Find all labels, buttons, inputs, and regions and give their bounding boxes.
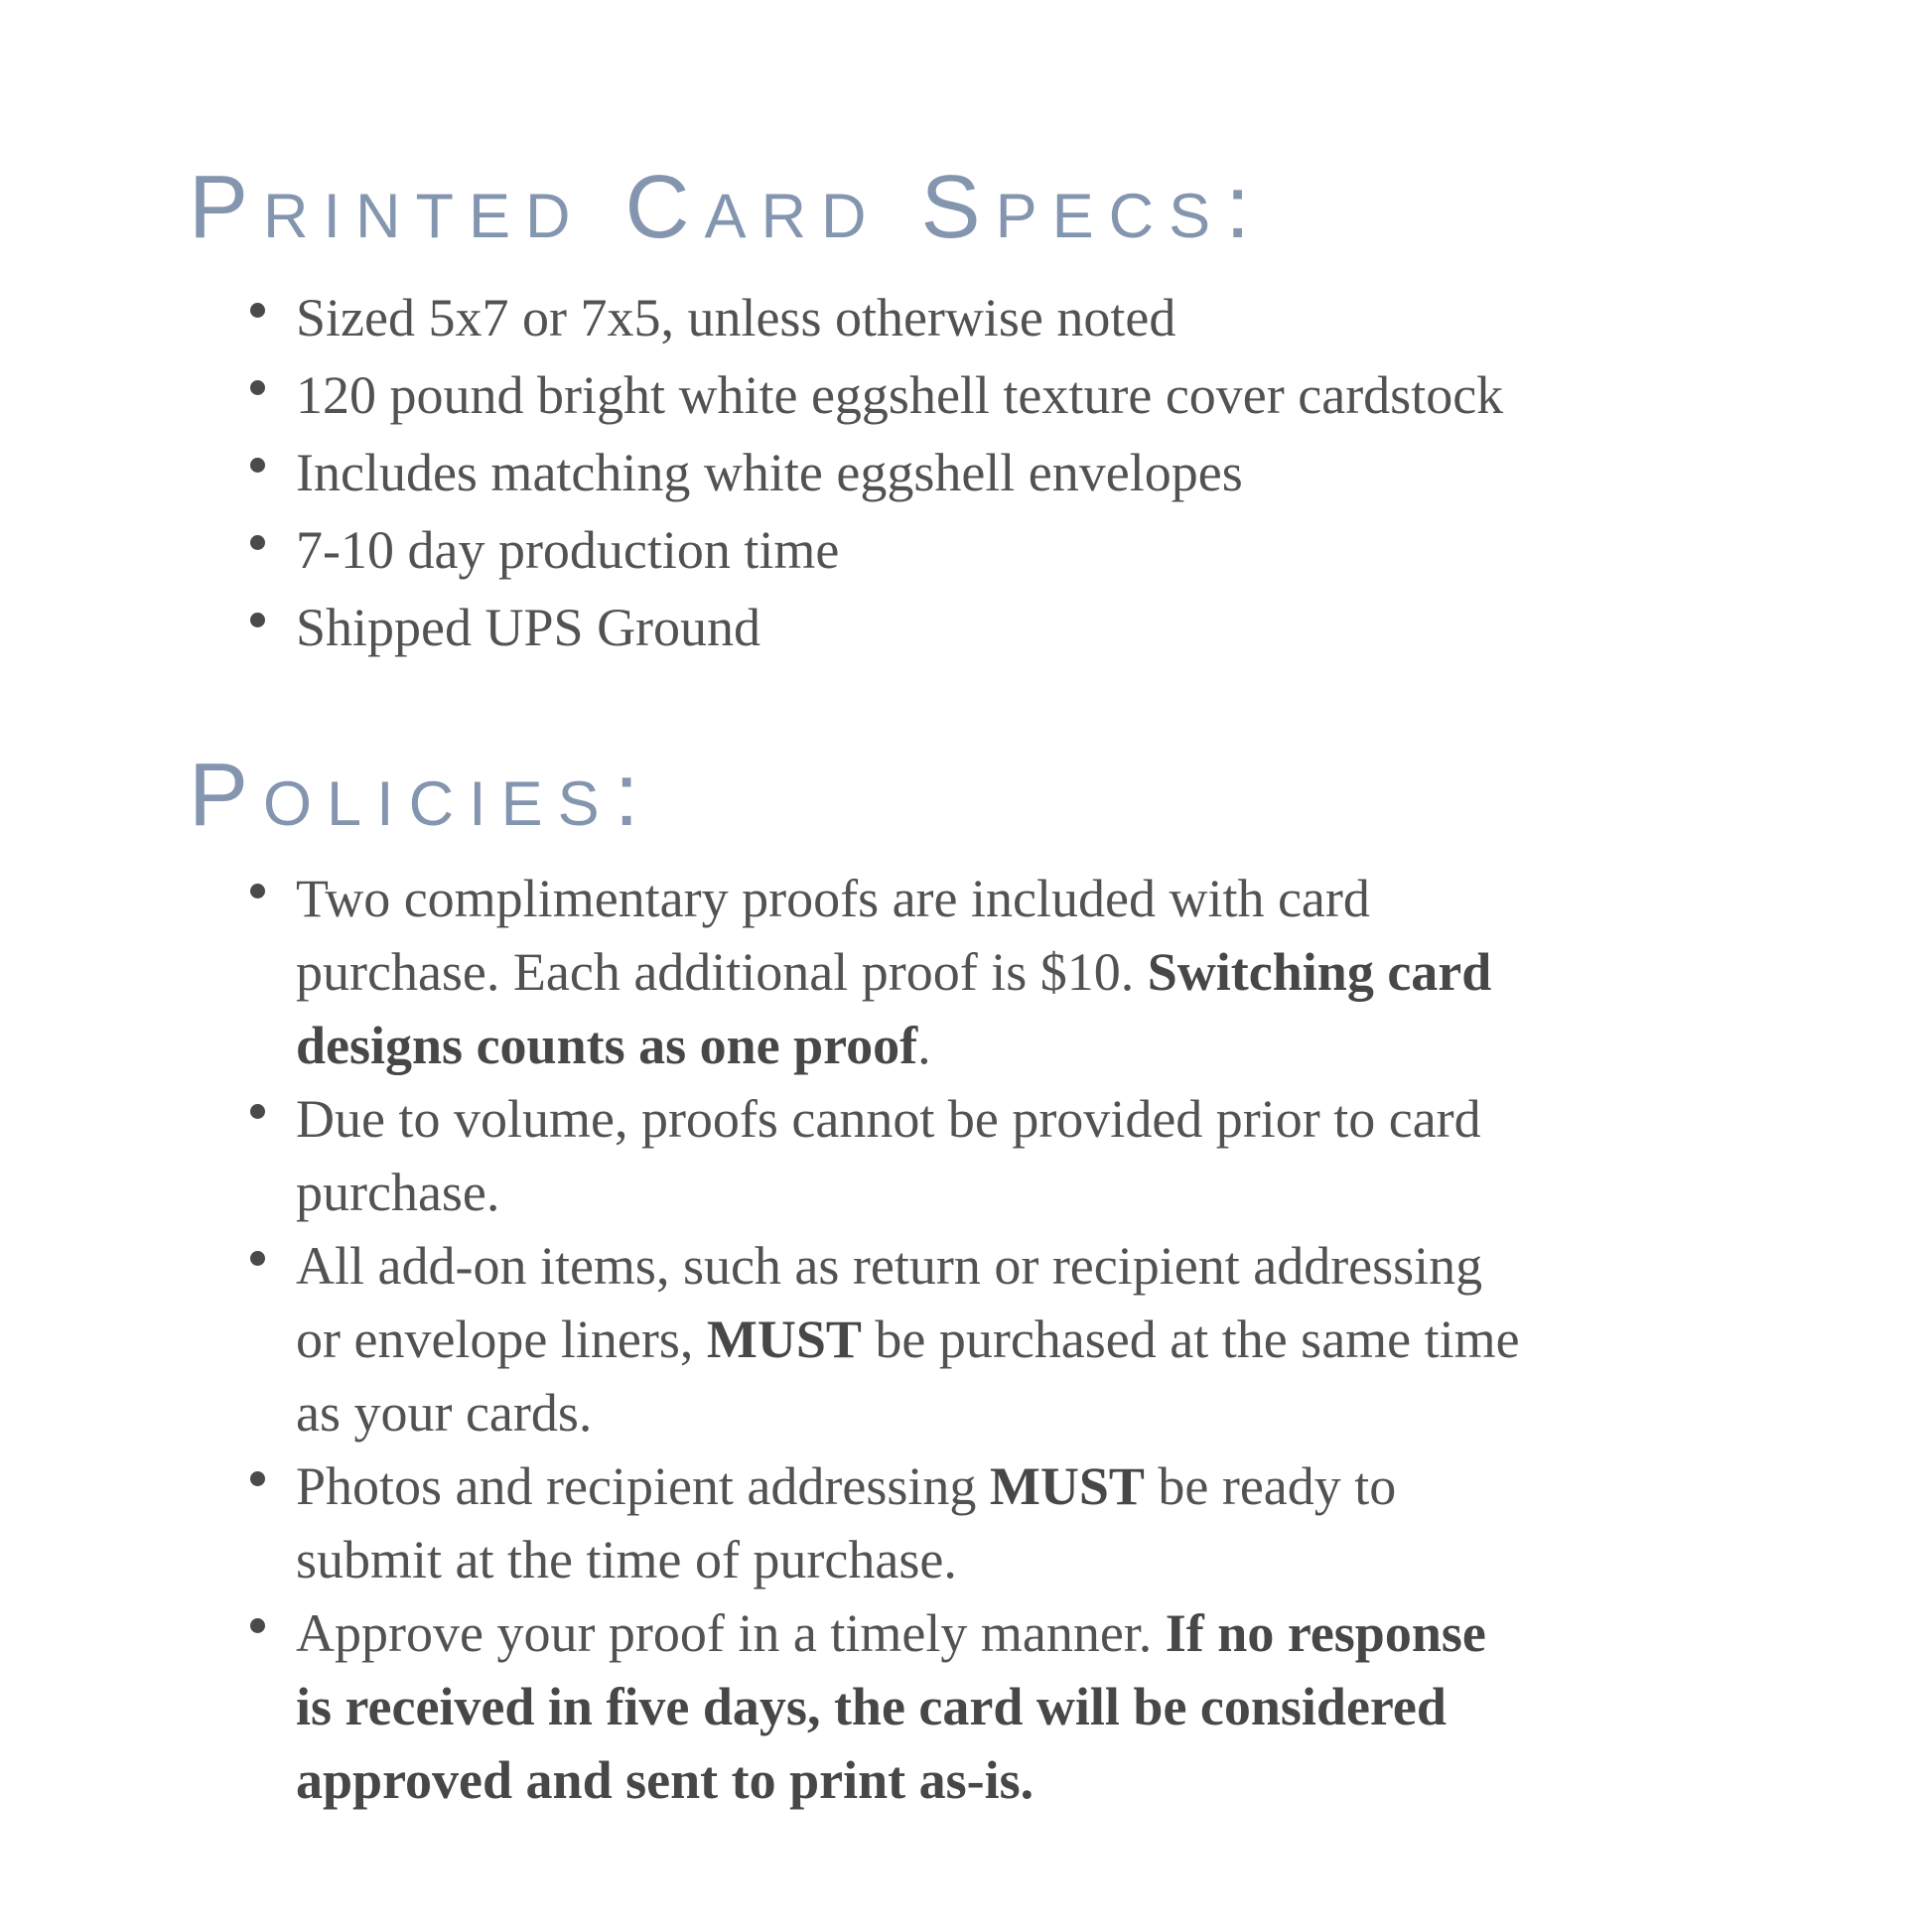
bullet-item bbox=[250, 1082, 1531, 1229]
bullet-item bbox=[250, 281, 1670, 354]
text-segment: 120 pound bright white eggshell texture cover cardstock bbox=[296, 365, 1504, 425]
text-segment: be purchased at the same time as your cards. bbox=[296, 1310, 1520, 1443]
text-segment: 7-10 day production time bbox=[296, 520, 840, 580]
policies-list bbox=[250, 862, 1531, 1817]
text-segment: Shipped UPS Ground bbox=[296, 598, 761, 657]
bullet-item bbox=[250, 513, 1670, 587]
bold-text-segment: Switching card designs counts as one proof bbox=[296, 942, 1492, 1075]
text-segment: Due to volume, proofs cannot be provided prior to card purchase. bbox=[296, 1089, 1481, 1222]
bold-text-segment: If no response is received in five days, the card will be considered approved and sent to print as-is. bbox=[296, 1603, 1486, 1810]
text-segment: Photos and recipient addressing bbox=[296, 1456, 990, 1516]
text-segment: All add-on items, such as return or recipient addressing or envelope liners, bbox=[296, 1236, 1483, 1369]
bullet-item bbox=[250, 591, 1670, 664]
bullet-item bbox=[250, 862, 1531, 1082]
text-segment: Sized 5x7 or 7x5, unless otherwise noted bbox=[296, 288, 1176, 347]
bullet-item bbox=[250, 358, 1670, 432]
bullet-item bbox=[250, 436, 1670, 509]
bold-text-segment: MUST bbox=[989, 1456, 1145, 1516]
bold-text-segment: MUST bbox=[706, 1310, 862, 1369]
text-segment: be ready to submit at the time of purchase. bbox=[296, 1456, 1397, 1589]
text-segment: Approve your proof in a timely manner. bbox=[296, 1603, 1166, 1663]
bullet-item bbox=[250, 1596, 1531, 1817]
policies-heading: Policies: bbox=[189, 746, 654, 845]
bullet-item bbox=[250, 1229, 1531, 1449]
bullet-item bbox=[250, 1449, 1531, 1596]
text-segment: . bbox=[917, 1016, 931, 1075]
specs-list bbox=[250, 281, 1670, 668]
text-segment: Two complimentary proofs are included with card purchase. Each additional proof is $10. bbox=[296, 869, 1370, 1002]
text-segment: Includes matching white eggshell envelopes bbox=[296, 443, 1243, 502]
specs-heading: Printed Card Specs: bbox=[189, 158, 1266, 257]
